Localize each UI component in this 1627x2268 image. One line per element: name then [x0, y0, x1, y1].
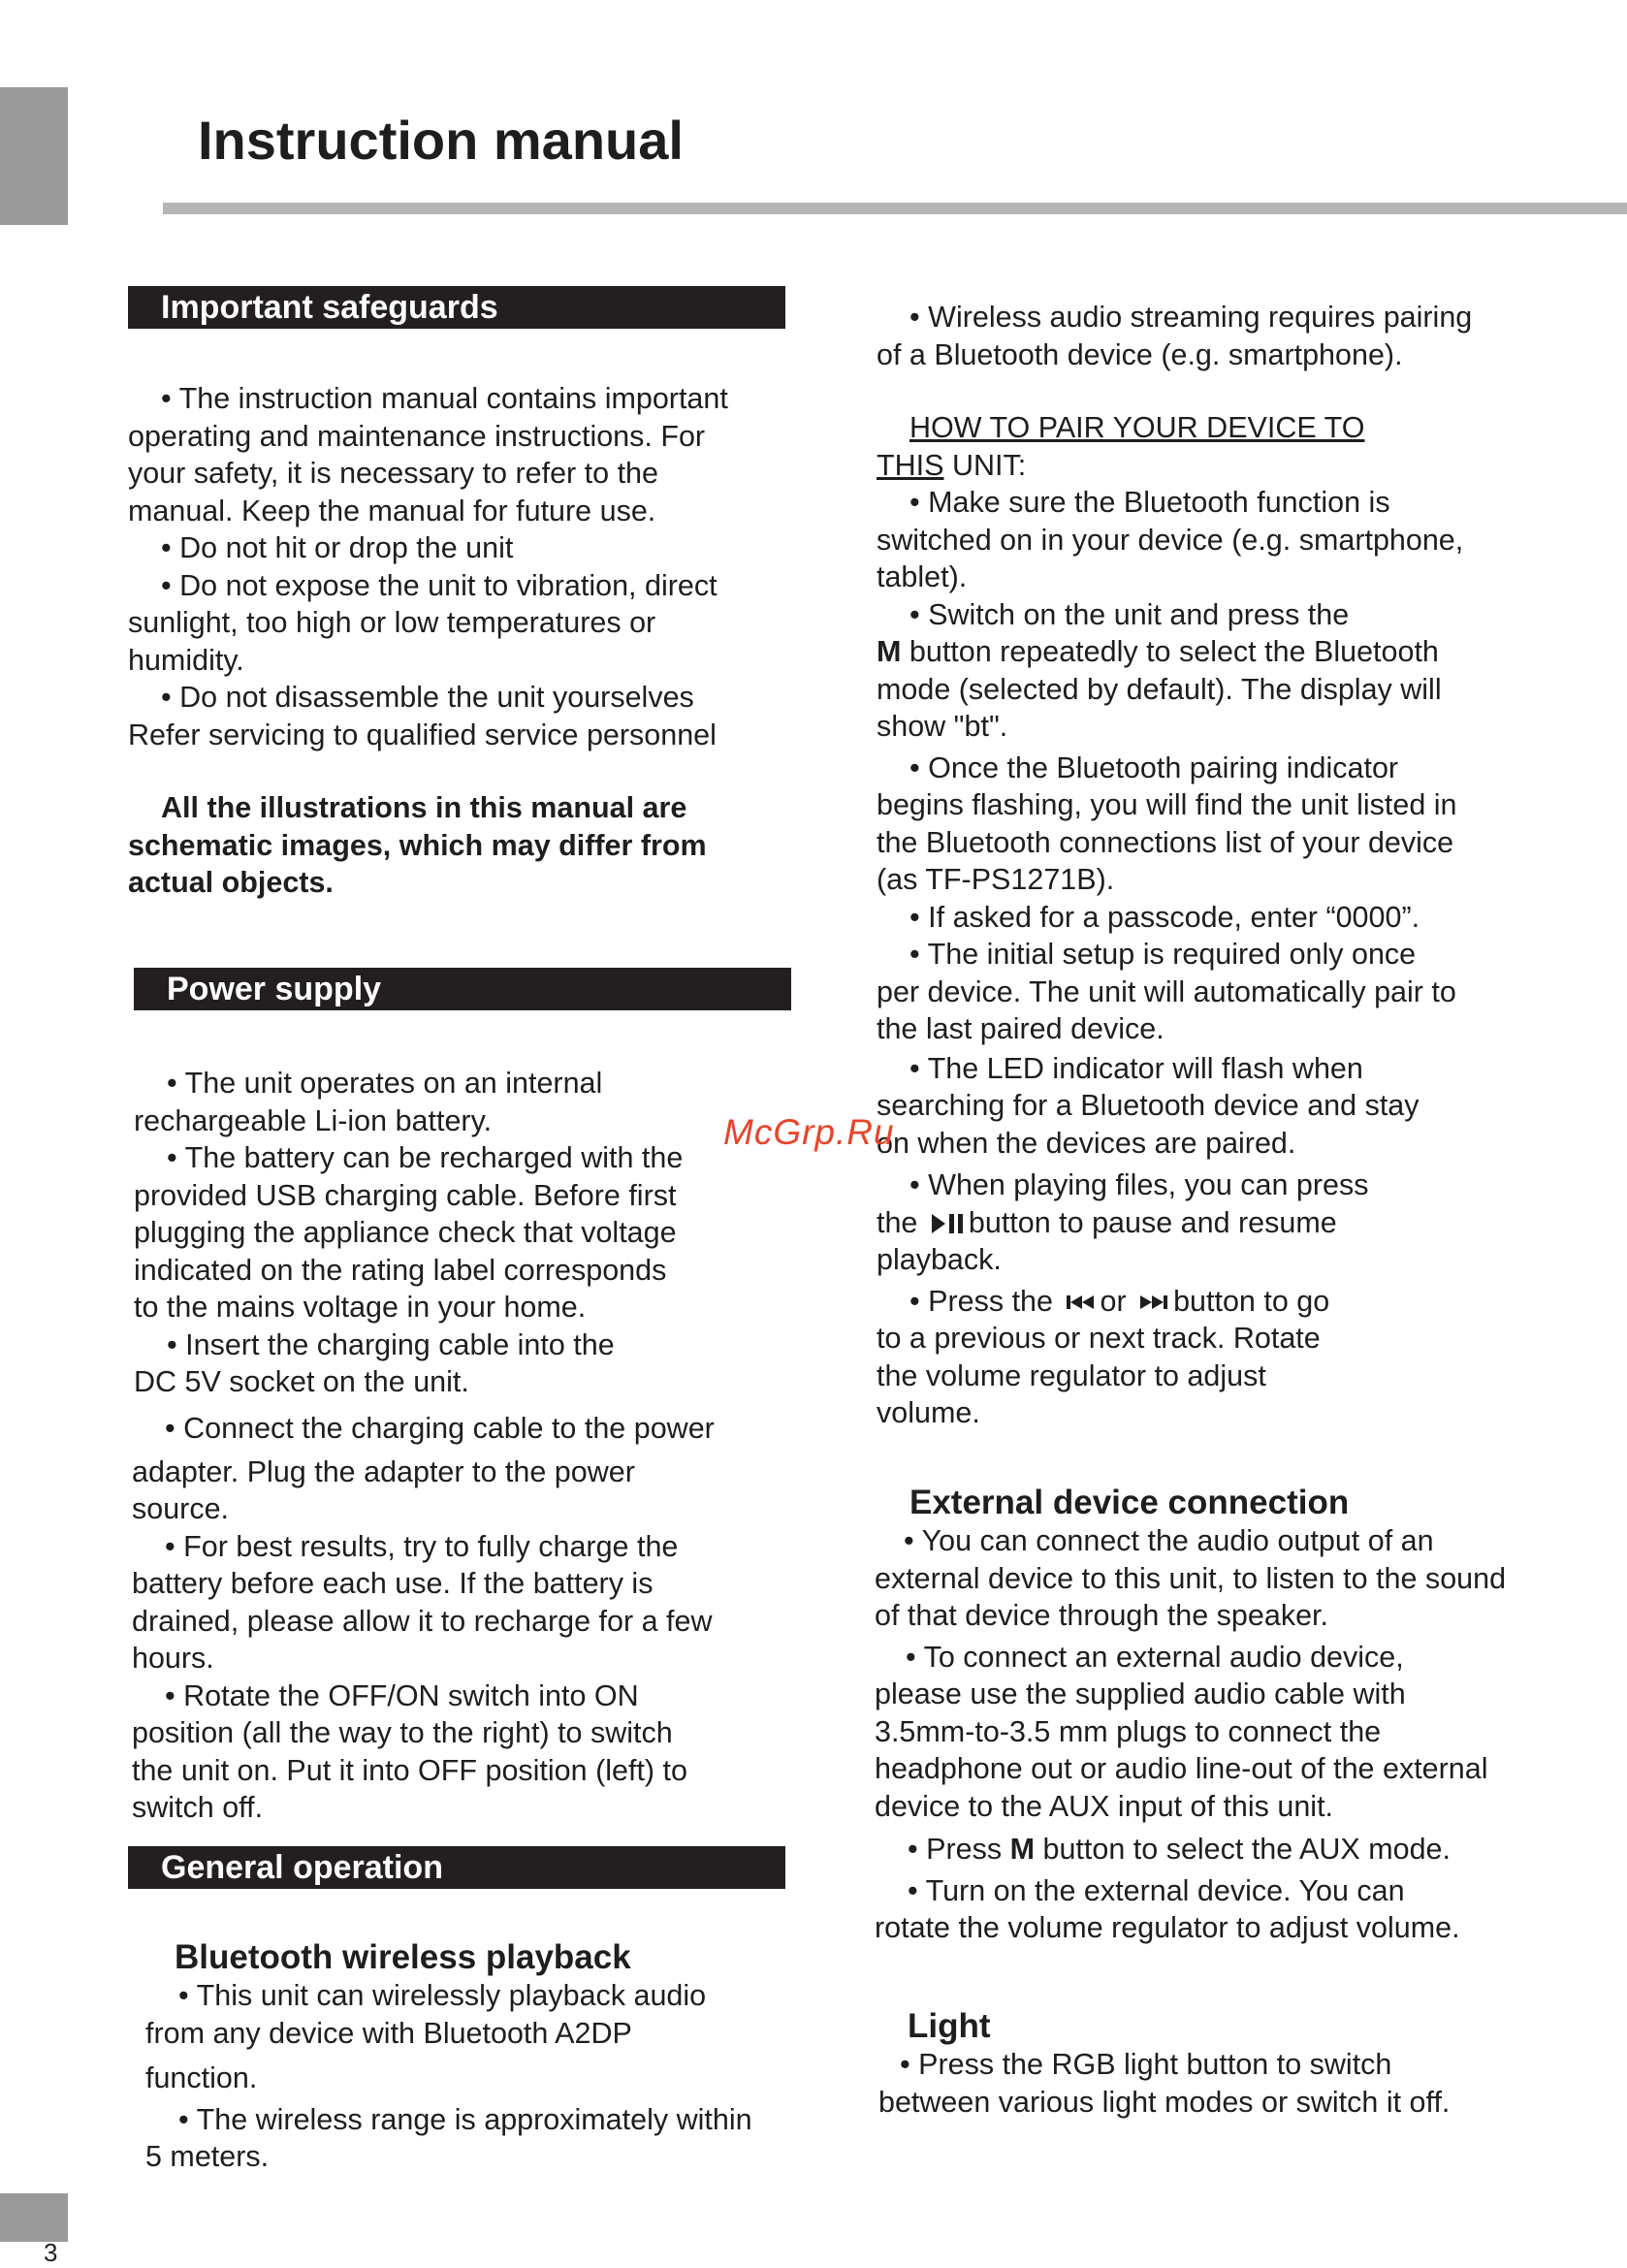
- pair-heading: HOW TO PAIR YOUR DEVICE TO: [909, 411, 1365, 444]
- playback-controls: [877, 1166, 1613, 1432]
- section-heading-general-operation: General operation: [128, 1846, 785, 1889]
- power-text: [134, 1065, 813, 1401]
- side-tab-bottom: [0, 2193, 68, 2242]
- pair-heading-this: THIS: [877, 448, 944, 482]
- text-line: • Insert the charging cable into the: [167, 1327, 615, 1361]
- text-line: Refer servicing to qualified service personnel: [128, 718, 717, 751]
- text-line: show "bt".: [877, 710, 1008, 743]
- text-line: manual. Keep the manual for future use.: [128, 494, 656, 527]
- previous-track-icon: [1065, 1293, 1096, 1312]
- text-line: • You can connect the audio output of an: [904, 1524, 1434, 1557]
- text-line: the last paired device.: [877, 1012, 1164, 1045]
- text-line: • The battery can be recharged with the: [167, 1141, 684, 1174]
- text-line: DC 5V socket on the unit.: [134, 1365, 469, 1398]
- text-line: 5 meters.: [145, 2140, 270, 2173]
- m-button-label: M: [877, 635, 902, 668]
- text-line: • Connect the charging cable to the power: [165, 1412, 715, 1445]
- text-line: plugging the appliance check that voltage: [134, 1216, 677, 1249]
- text-line: • Wireless audio streaming requires pairing: [909, 301, 1473, 334]
- text-line: • Press the: [909, 1284, 1053, 1318]
- light-section: [878, 2007, 1615, 2121]
- text-line: • The initial setup is required only once: [909, 938, 1417, 971]
- text-line: hours.: [132, 1642, 214, 1675]
- text-line: provided USB charging cable. Before first: [134, 1178, 677, 1212]
- text-line: • The wireless range is approximately within: [178, 2102, 752, 2136]
- text-line: begins flashing, you will find the unit listed in: [877, 788, 1457, 821]
- text-line: of a Bluetooth device (e.g. smartphone).: [877, 337, 1403, 371]
- section-heading-power-supply: Power supply: [134, 968, 791, 1010]
- text-line: operating and maintenance instructions. For: [128, 419, 706, 453]
- text-line: • Press the RGB light button to switch: [900, 2048, 1392, 2081]
- illustrations-note: [128, 789, 807, 902]
- next-track-icon: [1138, 1293, 1169, 1312]
- external-device-section: [875, 1484, 1621, 1947]
- text-line: button repeatedly to select the Bluetooth: [901, 635, 1439, 668]
- page-title: Instruction manual: [198, 110, 684, 171]
- text-line: indicated on the rating label corresponds: [134, 1253, 667, 1287]
- text-line: drained, please allow it to recharge for a few: [132, 1604, 713, 1638]
- text-line: • Do not hit or drop the unit: [161, 531, 514, 564]
- text-line: from any device with Bluetooth A2DP: [145, 2016, 632, 2050]
- external-device-heading: External device connection: [909, 1484, 1350, 1521]
- text-line: please use the supplied audio cable with: [875, 1677, 1406, 1710]
- bluetooth-heading: Bluetooth wireless playback: [175, 1938, 631, 1976]
- section-heading-safeguards: Important safeguards: [128, 286, 785, 329]
- note-line: schematic images, which may differ from: [128, 828, 707, 862]
- text-line: • The unit operates on an internal: [167, 1067, 603, 1100]
- text-line: humidity.: [128, 643, 244, 677]
- text-line: volume.: [877, 1396, 980, 1429]
- text-line: switch off.: [132, 1791, 264, 1824]
- text-line: tablet).: [877, 560, 968, 593]
- text-line: button to pause and resume: [968, 1205, 1337, 1239]
- text-line: switched on in your device (e.g. smartphone,: [877, 523, 1464, 557]
- text-line: searching for a Bluetooth device and stay: [877, 1089, 1420, 1122]
- text-line: the unit on. Put it into OFF position (left) to: [132, 1753, 687, 1787]
- text-line: position (all the way to the right) to switch: [132, 1716, 673, 1749]
- text-line: to the mains voltage in your home.: [134, 1291, 587, 1324]
- text-line: between various light modes or switch it off.: [878, 2085, 1451, 2119]
- text-line: rotate the volume regulator to adjust volume.: [875, 1911, 1460, 1944]
- text-line: button to go: [1173, 1284, 1330, 1318]
- text-line: • For best results, try to fully charge the: [165, 1529, 679, 1563]
- text-line: • Once the Bluetooth pairing indicator: [909, 751, 1399, 784]
- text-line: • Do not disassemble the unit yourselves: [161, 681, 694, 714]
- text-line: • If asked for a passcode, enter “0000”.: [909, 900, 1420, 934]
- text-line: adapter. Plug the adapter to the power: [132, 1454, 635, 1488]
- text-line: function.: [145, 2061, 258, 2094]
- text-line: playback.: [877, 1243, 1002, 1276]
- pair-heading-unit: UNIT:: [943, 448, 1027, 482]
- text-line: • The instruction manual contains important: [161, 382, 728, 415]
- pairing-instructions: [877, 409, 1613, 1162]
- text-line: to a previous or next track. Rotate: [877, 1322, 1321, 1355]
- text-line: • To connect an external audio device,: [906, 1640, 1404, 1674]
- play-pause-icon: [930, 1212, 965, 1235]
- text-line: • Do not expose the unit to vibration, direct: [161, 568, 718, 602]
- text-line: source.: [132, 1492, 230, 1525]
- title-rule: [163, 203, 1627, 214]
- text-line: • Rotate the OFF/ON switch into ON: [165, 1678, 639, 1712]
- text-line: • This unit can wirelessly playback audio: [178, 1979, 707, 2012]
- right-column-intro: [877, 299, 1613, 373]
- m-button-label: M: [1009, 1833, 1036, 1866]
- side-tab-top: [0, 87, 68, 225]
- text-line: or: [1100, 1284, 1127, 1318]
- text-line: • When playing files, you can press: [909, 1168, 1369, 1201]
- text-line: the: [877, 1205, 918, 1239]
- text-line: of that device through the speaker.: [875, 1599, 1328, 1632]
- text-line: on when the devices are paired.: [877, 1126, 1296, 1160]
- bluetooth-playback: [145, 1938, 805, 2176]
- note-line: All the illustrations in this manual are: [161, 791, 687, 824]
- light-heading: Light: [908, 2007, 991, 2045]
- text-line: per device. The unit will automatically pair to: [877, 974, 1456, 1008]
- text-line: • Press: [908, 1833, 1003, 1866]
- text-line: rechargeable Li-ion battery.: [134, 1103, 493, 1137]
- text-line: • The LED indicator will flash when: [909, 1051, 1363, 1085]
- safeguards-text: [128, 380, 807, 753]
- watermark: McGrp.Ru: [723, 1112, 895, 1152]
- text-line: device to the AUX input of this unit.: [875, 1789, 1334, 1823]
- text-line: (as TF-PS1271B).: [877, 863, 1115, 896]
- power-text-2: [132, 1410, 811, 1827]
- text-line: your safety, it is necessary to refer to the: [128, 457, 658, 490]
- text-line: headphone out or audio line-out of the external: [875, 1752, 1488, 1785]
- text-line: the Bluetooth connections list of your device: [877, 825, 1454, 859]
- text-line: button to select the AUX mode.: [1035, 1833, 1451, 1866]
- text-line: • Turn on the external device. You can: [908, 1873, 1405, 1907]
- page-number: 3: [44, 2238, 58, 2267]
- text-line: mode (selected by default). The display will: [877, 672, 1442, 706]
- text-line: the volume regulator to adjust: [877, 1358, 1266, 1392]
- text-line: • Switch on the unit and press the: [909, 597, 1350, 631]
- note-line: actual objects.: [128, 866, 334, 899]
- text-line: • Make sure the Bluetooth function is: [909, 486, 1390, 519]
- text-line: sunlight, too high or low temperatures or: [128, 606, 656, 639]
- text-line: 3.5mm-to-3.5 mm plugs to connect the: [875, 1714, 1382, 1748]
- text-line: battery before each use. If the battery is: [132, 1567, 654, 1600]
- text-line: external device to this unit, to listen to the sound: [875, 1561, 1507, 1595]
